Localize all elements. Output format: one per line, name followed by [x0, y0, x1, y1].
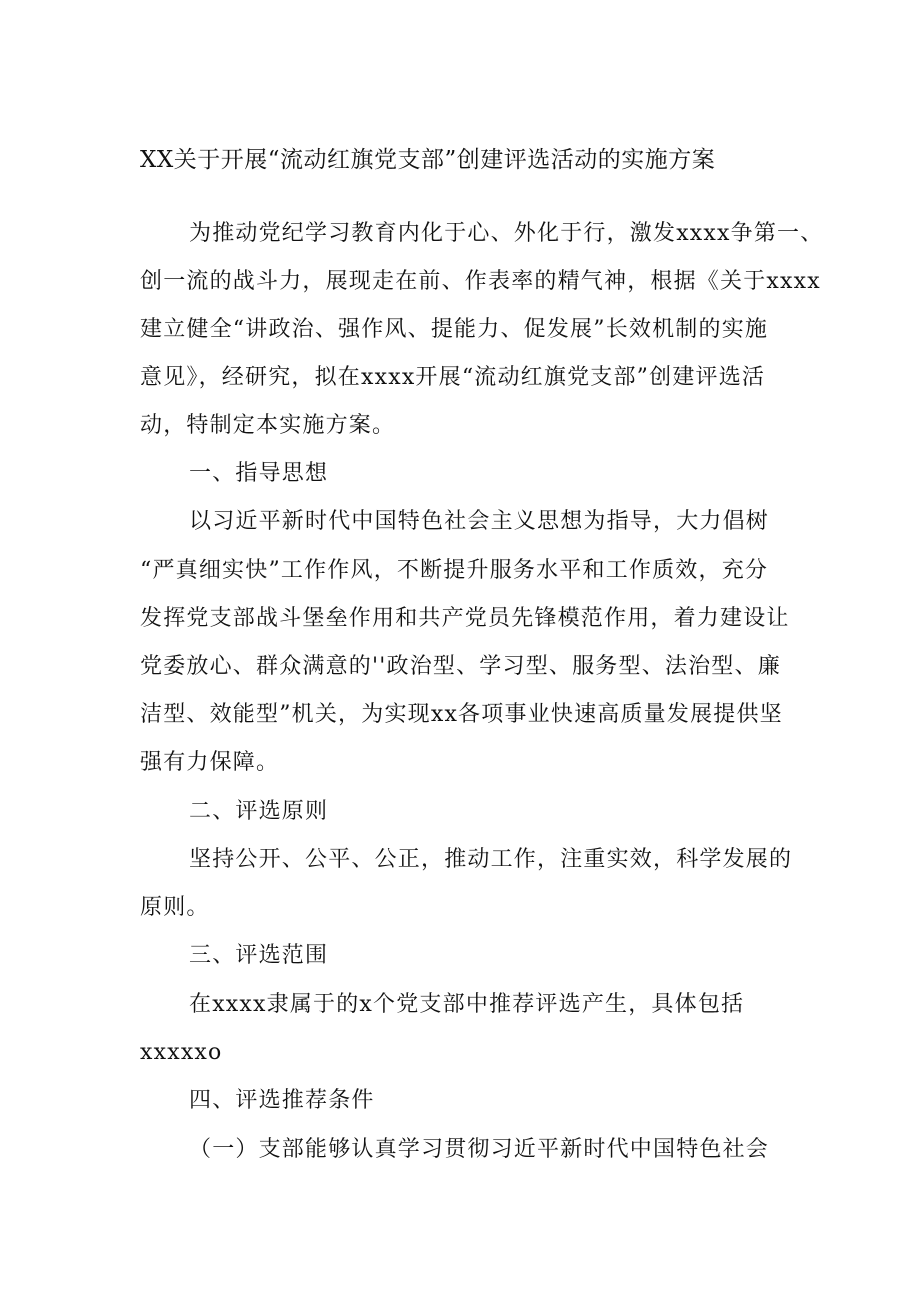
section-line: xxxxxo [140, 1040, 223, 1065]
section-line: 强有力保障。 [140, 750, 280, 775]
intro-line: 建立健全“讲政治、强作风、提能力、促发展”长效机制的实施 [140, 317, 769, 342]
section-heading: 二、评选原则 [189, 799, 329, 824]
section-line: 在xxxx隶属于的x个党支部中推荐评选产生，具体包括 [189, 992, 745, 1017]
section-heading: 四、评选推荐条件 [189, 1088, 375, 1113]
section-line: “严真细实快”工作作风，不断提升服务水平和工作质效，充分 [140, 558, 769, 583]
section-line: 坚持公开、公平、公正，推动工作，注重实效，科学发展的 [189, 847, 793, 872]
section-heading: 一、指导思想 [189, 461, 329, 486]
section-line: 原则。 [140, 895, 210, 920]
intro-line: 创一流的战斗力，展现走在前、作表率的精气神，根据《关于xxxx [140, 269, 821, 294]
document-title: XX关于开展“流动红旗党支部”创建评选活动的实施方案 [140, 147, 716, 173]
section-line: （一）支部能够认真学习贯彻习近平新时代中国特色社会 [189, 1137, 770, 1162]
section-heading: 三、评选范围 [189, 943, 329, 968]
section-line: 洁型、效能型”机关，为实现xx各项事业快速高质量发展提供坚 [140, 702, 783, 727]
intro-line: 动，特制定本实施方案。 [140, 413, 396, 438]
section-line: 发挥党支部战斗堡垒作用和共产党员先锋模范作用，着力建设让 [140, 606, 790, 631]
intro-line: 意见》，经研究，拟在xxxx开展“流动红旗党支部”创建评选活 [140, 365, 766, 390]
section-line: 以习近平新时代中国特色社会主义思想为指导，大力倡树 [189, 509, 770, 534]
section-line: 党委放心、群众满意的''政治型、学习型、服务型、法治型、廉 [140, 654, 781, 679]
intro-line: 为推动党纪学习教育内化于心、外化于行，激发xxxx争第一、 [189, 221, 824, 246]
